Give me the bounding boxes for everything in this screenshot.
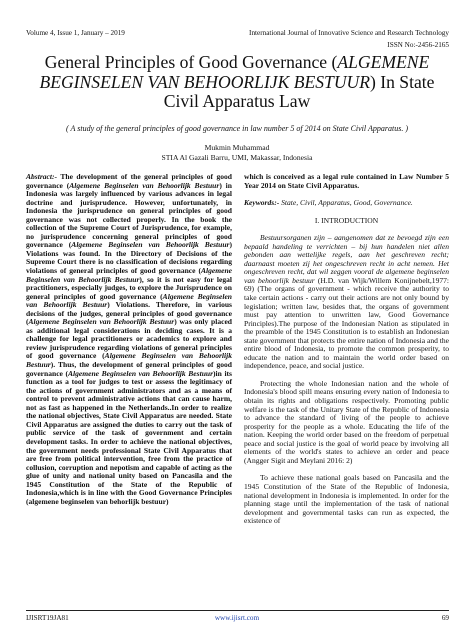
intro-paragraph-3: To achieve these national goals based on Pancasila and the 1945 Constitution of the State of the Republic of Indonesia, national development in Indonesia is implemented. In order for the planning stage until the implementation of the task of national development and governmental tasks can run as expected, the existence of [244,473,449,526]
abstract-italic: Algemene Beginselen van Behoorlijk Bestuur [68,368,214,378]
intro-paragraph-1 [244,234,449,371]
abstract-text: )in its function as a tool for judges to test or assess the legitimacy of the actions of government administrators and as a means of control to prevent administrative actions that can cause harm, not as fast as happened in the Netherlands..In order to realize the national objectives, State Civil Apparatus are needed. State Civil Apparatus are assigned the duties to carry out the task of public service of the task of government and certain development tasks. In order to achieve the national objectives, the government needs professional State Civil Apparatus that are free from political intervention, free from the practice of collusion, corruption and nepotism and capable of acting as the glue of unity and national unity based on Pancasila and the 1945 Constitution of the State of the Republic of Indonesia,which is in line with the Good Governance Principles (algemene beginselen van behorlijk bestuur) [26,368,232,506]
intro-text: (H.D. van Wijk/Willem Konijnebelt,1977: 69) (The organs of government - which receive the authority to take certain actions - carry out their actions are not only bound by legislation; written law, besides that, the organs of government must pay attention to unwritten law, Good Governance Principles).The purpose of the Indonesian Nation as stipulated in the preamble of the 1945 Constitution is to establish an Indonesian state government that protects the entire nation of Indonesia and the entire blood of Indonesia, to promote the common prosperity, to educate the nation and to maintain the world order based on independence, peace, and social justice. [244,275,449,371]
author-affiliation: STIA Al Gazali Barru, UMI, Makassar, Indonesia [161,153,313,162]
abstract-italic: Algemene Beginselen van Behoorlijk Bestuur [71,240,230,250]
abstract-label: Abstract:- [26,172,58,181]
journal-name: International Journal of Innovative Science and Research Technology [249,29,449,37]
footer-divider [26,610,449,611]
abstract-italic: Algemene Beginselen van Behoorlijk Bestuur [26,291,232,310]
page-number: 69 [441,614,449,622]
abstract-text: ) in Indonesia was largely influenced by various advances in legal doctrine and jurisprudence. However, unfortunately, in Indonesia the jurisprudence on general principles of good governance was not collected properly. In the book the collection of the Supreme Court of Jurisprudence, for example, no jurisprudence concerning general principles of good governance ( [26,180,232,250]
keywords-list: State, Civil, Apparatus, Good, Governance. [279,198,413,208]
title-part-1: General Principles of Good Governance ( [44,52,338,72]
abstract-continuation: which is conceived as a legal rule contained in Law Number 5 Year 2014 on State Civil Apparatus. [244,172,449,190]
issn: ISSN No:-2456-2165 [387,41,449,49]
paper-title [20,53,454,112]
abstract-italic: Algemene Beginselen van Behoorlijk Bestuur [28,317,175,327]
section-heading-introduction: I. INTRODUCTION [314,215,379,225]
title-part-2: ) In State Civil Apparatus Law [163,71,435,111]
abstract-text: ) was only placed as additional legal considerations in deciding cases. It is a challenge for legal practitioners or academics to explore and review jurisprudence regarding violations of general principles of good governance ( [26,317,232,361]
paper-subtitle: ( A study of the general principles of good governance in law number 5 of 2014 on State Civil Apparatus. ) [66,124,408,133]
abstract-text: ) Violations. Therefore, in various decisions of the judges, general principles of good governance ( [26,300,232,327]
keywords-label: Keywords:- [244,198,280,208]
author-name: Mukmin Muhammad [204,143,270,152]
journal-url[interactable]: www.ijisrt.com [214,614,260,622]
volume-issue: Volume 4, Issue 1, January – 2019 [26,29,125,37]
dutch-quote: Bestuursorganen zijn – aangenomen dat ze bevoegd zijn een bepaald handeling te verrichten – bij hun handelen niet allen gebonden aan wettelijke regels, aan het geschreven recht; daarnaast moeten zij het ongeschreven recht in acht nemen. Het ongeschreven recht, dat wil zeggen vooral de algemene beginselen van behoorlijk bestuur [244,233,449,285]
left-column [26,173,232,506]
keywords [244,199,449,208]
abstract [26,173,232,506]
intro-paragraph-2: Protecting the whole Indonesian nation and the whole of Indonesia's blood spill means ensuring every nation of Indonesia to obtain its rights and obligations respectively. Promoting public welfare is the task of the Unitary State of the Republic of Indonesia to advance the standard of living of the people to achieve prosperity for the people as a whole. Educating the life of the nation. Keeping the world order based on the freedom of perpetual peace and social justice is the goal of world peace by involving all elements of the world's states to achieve an order and peace (Angger Sigit and Meylani 2016: 2) [244,378,449,465]
abstract-text: ), so it is not easy for legal practitioners, especially judges, to explore the Jurisprudence on general principles of good governance ( [26,274,232,301]
abstract-italic: Algemene Beginselen van Behoorlijk Bestuur [69,180,220,190]
abstract-italic: Algemene Beginselen van Behoorlijk Bestuur [26,351,232,370]
abstract-text: ) Violations was found. In the Directory of Decisions of the Supreme Court there is no classification of decisions regarding violations of general principles of good governance ( [26,240,232,276]
abstract-text: The development of the general principles of good governance ( [26,172,232,190]
paper-code: IJISRT19JA81 [26,614,69,622]
right-column [244,173,449,526]
title-italic: ALGEMENE BEGINSELEN VAN BEHOORLIJK BESTUUR [39,52,430,92]
abstract-text: ). Thus, the development of general principles of good governance ( [26,360,232,378]
abstract-italic: Algemene Beginselen van Behoorlijk Bestuur [26,266,232,284]
